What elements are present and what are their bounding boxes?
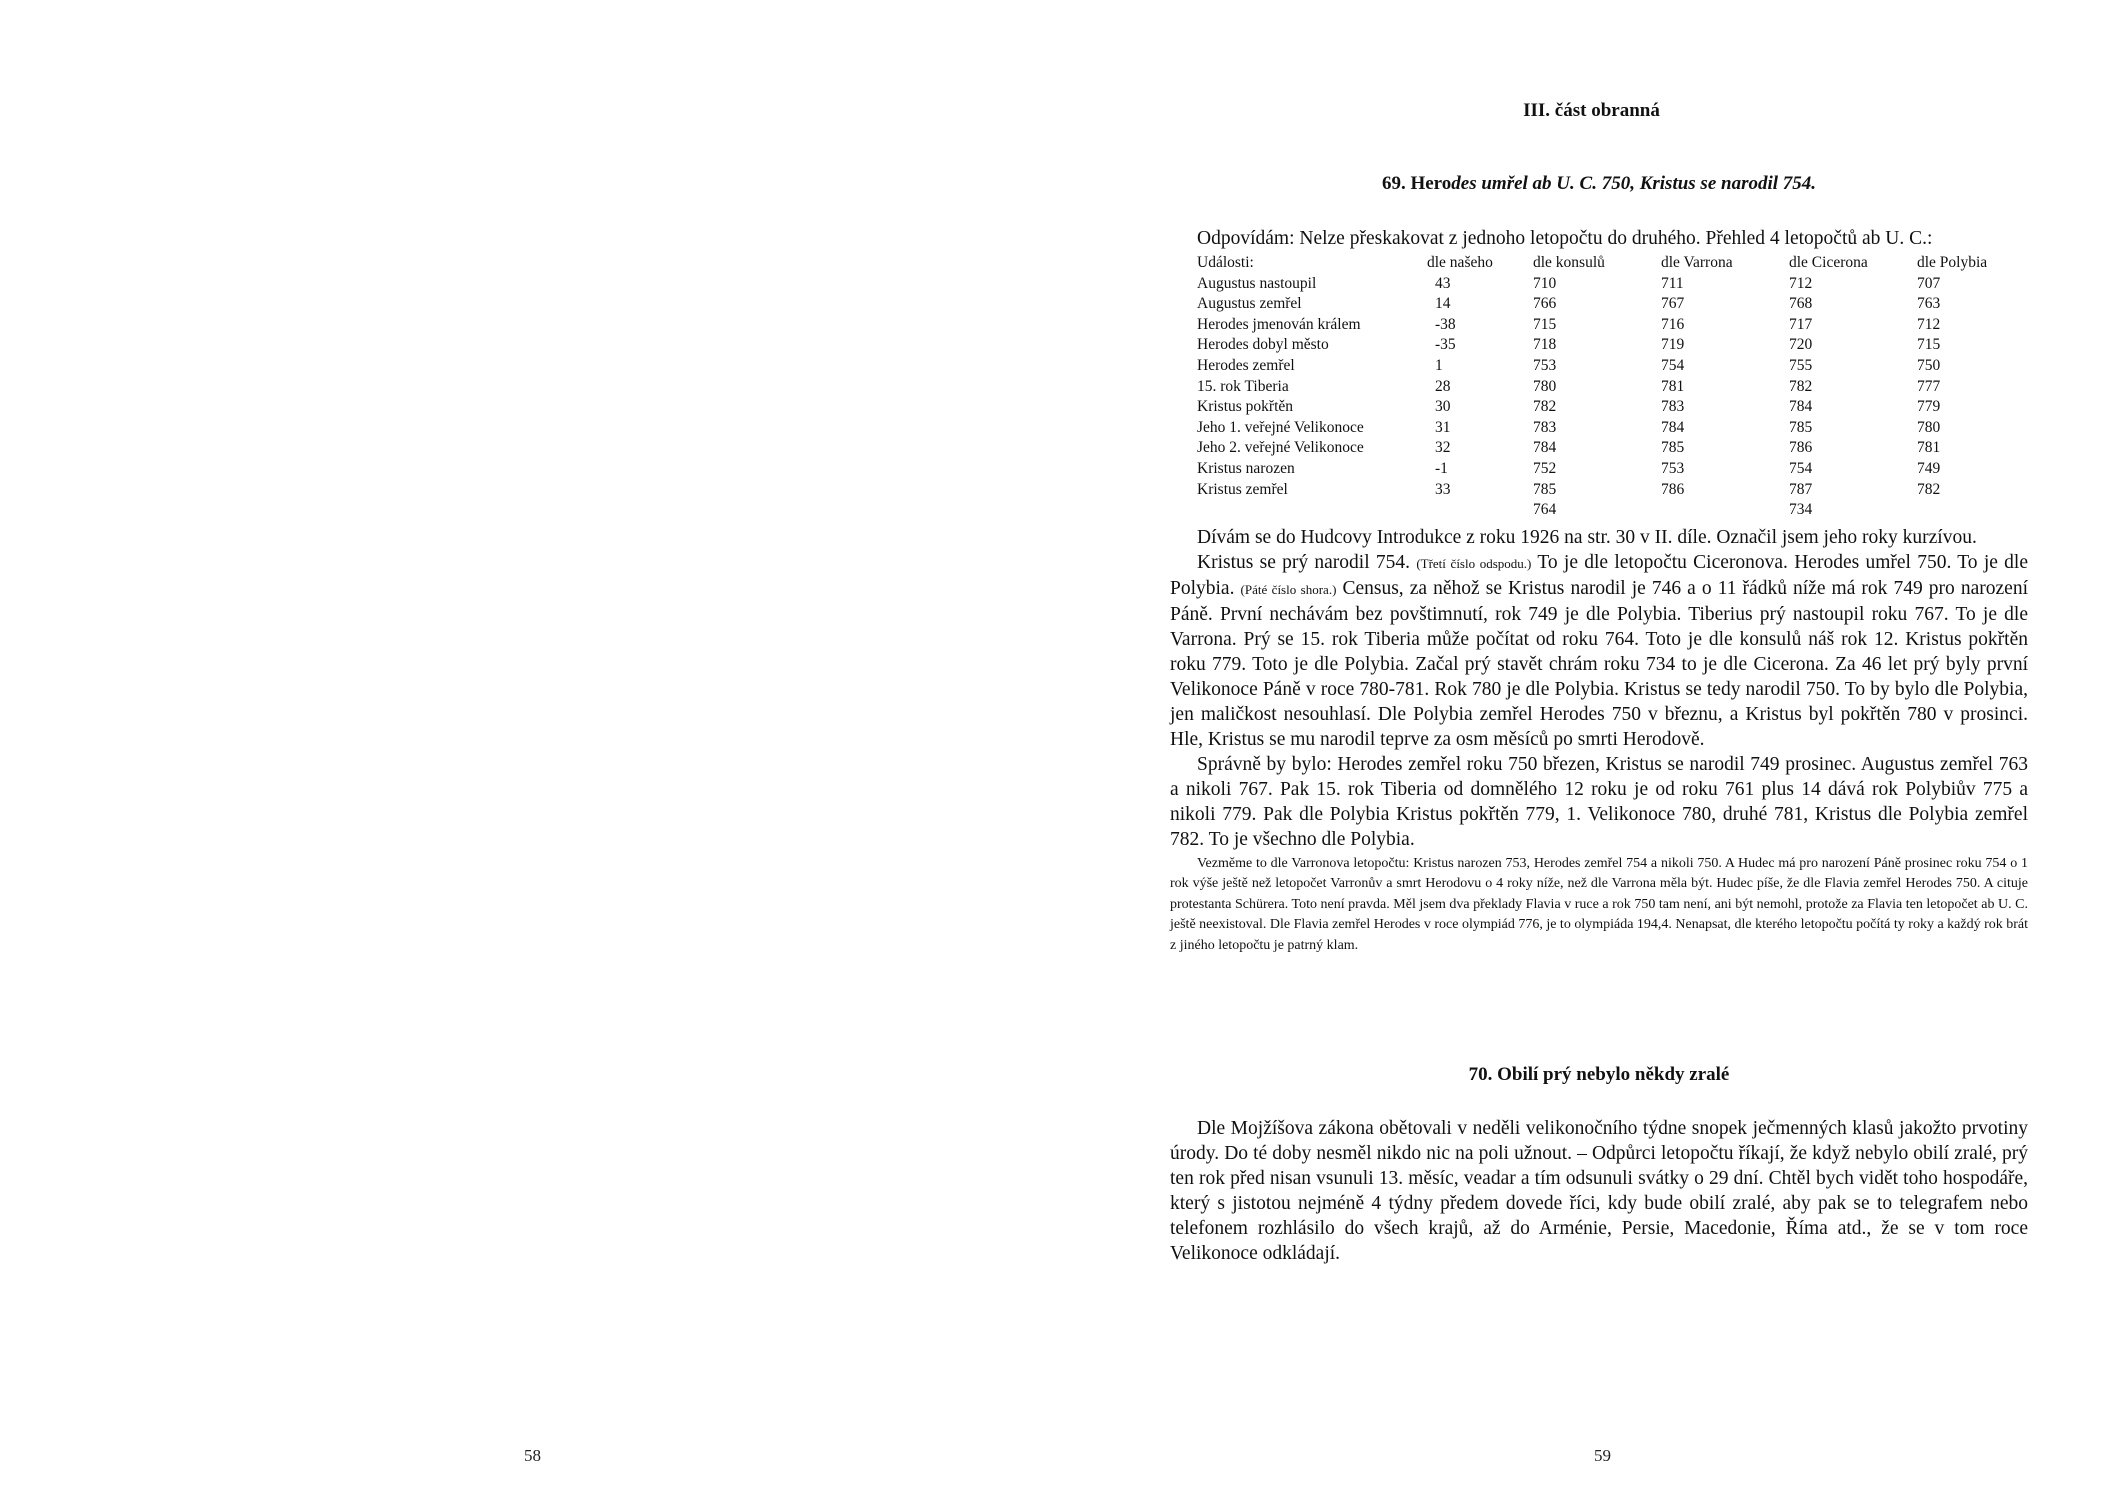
event-cell: 15. rok Tiberia (1197, 377, 1289, 395)
section-69-small-note: Vezměme to dle Varronova letopočtu: Kristus narozen 753, Herodes zemřel 754 a nikoli 750. A Hudec má pro narození Páně prosinec roku 754 o 1 rok výše ještě než letopočet Varronův a smrt Herodovu o 4 roky níže, než dle Varrona měla být. Hudec píše, že dle Flavia zemřel Herodes 750. A cituje protestanta Schürera. Toto není pravda. Měl jsem dva překlady Flavia v ruce a rok 750 tam není, ani být nemohl, protože za Flavia ten letopočet ab U. C. ještě neexistoval. Dle Flavia zemřel Herodes v roce olympiád 776, je to olympiáda 194,4. Nenapsat, dle kterého letopočtu počítá ty roky a každý rok brát z jiného letopočtu je patrný klam. (1170, 855, 2029, 953)
year-cell: 1 (1435, 356, 1443, 374)
inline-reference-note: (Páté číslo shora.) (1240, 581, 1337, 597)
year-cell: -38 (1435, 315, 1456, 333)
year-cell: 31 (1435, 418, 1451, 436)
section-70-body (1170, 1116, 2028, 1266)
section-69-body (1170, 226, 2028, 956)
year-cell: 28 (1435, 377, 1451, 395)
year-cell: 749 (1917, 459, 1941, 477)
year-cell: 785 (1661, 439, 1685, 457)
year-cell: 780 (1533, 377, 1557, 395)
year-cell: 785 (1533, 480, 1557, 498)
year-cell: 707 (1917, 274, 1941, 292)
table-row (1197, 315, 2017, 336)
year-cell: 784 (1789, 398, 1813, 416)
table-header-row (1197, 253, 2017, 274)
year-cell: 764 (1533, 501, 1557, 519)
year-cell: 782 (1533, 398, 1557, 416)
event-cell: Jeho 1. veřejné Velikonoce (1197, 418, 1364, 436)
table-row (1197, 438, 2017, 459)
year-cell: 712 (1917, 315, 1941, 333)
year-cell: 753 (1661, 459, 1685, 477)
year-cell: 783 (1661, 398, 1685, 416)
table-row (1197, 356, 2017, 377)
year-cell: 30 (1435, 398, 1451, 416)
year-cell (1427, 500, 1533, 521)
event-cell: Herodes zemřel (1197, 356, 1295, 374)
event-cell: Augustus nastoupil (1197, 274, 1317, 292)
table-row (1197, 397, 2017, 418)
table-row (1197, 418, 2017, 439)
year-cell: 718 (1533, 336, 1557, 354)
running-head: III. část obranná (1523, 100, 1660, 121)
year-cell: 786 (1661, 480, 1685, 498)
section-69-title (1170, 173, 2028, 195)
year-cell: 717 (1789, 315, 1813, 333)
table-header-cell: dle konsulů (1533, 254, 1605, 271)
event-cell: Herodes jmenován králem (1197, 315, 1361, 333)
year-cell: 719 (1661, 336, 1685, 354)
year-cell: 784 (1661, 418, 1685, 436)
year-cell: 768 (1789, 295, 1813, 313)
year-cell: 786 (1789, 439, 1813, 457)
year-cell: 716 (1661, 315, 1685, 333)
year-cell (1661, 500, 1789, 521)
table-row (1197, 274, 2017, 295)
year-cell: 752 (1533, 459, 1557, 477)
year-cell: 710 (1533, 274, 1557, 292)
event-cell: Augustus zemřel (1197, 295, 1302, 313)
year-cell: 779 (1917, 398, 1941, 416)
year-cell: 715 (1533, 315, 1557, 333)
year-cell: 777 (1917, 377, 1941, 395)
section-70-title: 70. Obilí prý nebylo někdy zralé (1468, 1064, 1730, 1085)
year-cell: -35 (1435, 336, 1456, 354)
year-cell: -1 (1435, 459, 1448, 477)
event-cell: Kristus pokřtěn (1197, 398, 1294, 416)
table-row (1197, 294, 2017, 315)
year-cell: 755 (1789, 356, 1813, 374)
paragraph-2-part-b: To je dle letopočtu Ciceronova. Herodes umřel 750. To je dle Polybia. (1170, 551, 2028, 599)
year-cell: 33 (1435, 480, 1451, 498)
event-cell: Kristus zemřel (1197, 480, 1288, 498)
year-cell: 763 (1917, 295, 1941, 313)
right-page (1061, 0, 2122, 1500)
year-cell: 753 (1533, 356, 1557, 374)
year-cell: 766 (1533, 295, 1557, 313)
table-row (1197, 459, 2017, 480)
year-cell: 780 (1917, 418, 1941, 436)
page-number-right: 59 (1594, 1446, 1611, 1465)
event-cell (1197, 500, 1427, 521)
event-cell: Herodes dobyl město (1197, 336, 1329, 354)
event-cell: Kristus narozen (1197, 459, 1295, 477)
table-header-cell: dle našeho (1427, 254, 1493, 271)
year-cell: 783 (1533, 418, 1557, 436)
year-cell: 43 (1435, 274, 1451, 292)
year-cell: 711 (1661, 274, 1684, 292)
year-cell: 32 (1435, 439, 1451, 457)
year-cell: 720 (1789, 336, 1813, 354)
year-cell: 712 (1789, 274, 1813, 292)
year-cell: 767 (1661, 295, 1685, 313)
chronology-table-body (1197, 274, 2017, 521)
year-cell: 784 (1533, 439, 1557, 457)
page-number-left: 58 (524, 1446, 541, 1465)
year-cell: 781 (1917, 439, 1941, 457)
event-cell: Jeho 2. veřejné Velikonoce (1197, 439, 1364, 457)
year-cell: 734 (1789, 501, 1813, 519)
section-69-title-rest: des umřel ab U. C. 750, Kristus se narodil 754. (1451, 173, 1817, 194)
table-row (1197, 377, 2017, 398)
table-header-cell: dle Polybia (1917, 254, 1988, 271)
table-row (1197, 480, 2017, 501)
year-cell: 782 (1789, 377, 1813, 395)
chronology-table (1197, 253, 2017, 521)
year-cell: 754 (1789, 459, 1813, 477)
table-header-cell: dle Varrona (1661, 254, 1733, 271)
paragraph-2-part-a: Kristus se prý narodil 754. (1197, 551, 1411, 573)
year-cell (1917, 500, 2017, 521)
year-cell: 754 (1661, 356, 1685, 374)
table-row (1197, 335, 2017, 356)
year-cell: 785 (1789, 418, 1813, 436)
year-cell: 782 (1917, 480, 1941, 498)
section-69-paragraph-1: Dívám se do Hudcovy Introdukce z roku 1926 na str. 30 v II. díle. Označil jsem jeho roky kurzívou. (1197, 526, 1977, 548)
year-cell: 750 (1917, 356, 1941, 374)
table-row (1197, 500, 2017, 521)
inline-reference-note: (Třetí číslo odspodu.) (1416, 555, 1532, 571)
table-header-cell: Události: (1197, 254, 1254, 271)
year-cell: 781 (1661, 377, 1685, 395)
section-70-paragraph-1: Dle Mojžíšova zákona obětovali v neděli velikonočního týdne snopek ječmenných klasů jakožto prvotiny úrody. Do té doby nesměl nikdo nic na poli užnout. – Odpůrci letopočtu říkají, že když nebylo obilí zralé, prý ten rok před nisan vsunuli 13. měsíc, veadar a tím odsunuli svátky o 29 dní. Chtěl bych vidět toho hospodáře, který s jistotou nejméně 4 týdny předem dovede říci, kdy bude obilí zralé, aby pak se to telegrafem nebo telefonem rozhlásilo do všech krajů, až do Arménie, Persie, Macedonie, Říma atd., že se v tom roce Velikonoce odkládají. (1170, 1118, 2028, 1264)
paragraph-2-part-c: Census, za něhož se Kristus narodil je 746 a o 11 řádků níže má rok 749 pro narození Páně. První nechávám bez povštimnutí, rok 749 je dle Polybia. Tiberius prý nastoupil roku 767. To je dle Varrona. Prý se 15. rok Tiberia může počítat od roku 764. Toto je dle konsulů náš rok 12. Kristus pokřtěn roku 779. Toto je dle Polybia. Začal prý stavět chrám roku 734 to je dle Cicerona. Za 46 let prý byly první Velikonoce Páně v roce 780-781. Rok 780 je dle Polybia. Kristus se tedy narodil 750. To by bylo dle Polybia, jen maličkost nesouhlasí. Dle Polybia zemřel Herodes 750 v březnu, a Kristus byl pokřtěn 780 v prosinci. Hle, Kristus se mu narodil teprve za osm měsíců po smrti Herodově. (1170, 577, 2028, 750)
section-69-paragraph-2 (1170, 550, 2028, 752)
section-69-title-number: 69. Hero (1381, 173, 1452, 194)
section-69-intro: Odpovídám: Nelze přeskakovat z jednoho letopočtu do druhého. Přehled 4 letopočtů ab U. C.: (1197, 228, 1933, 249)
year-cell: 787 (1789, 480, 1813, 498)
table-header-cell: dle Cicerona (1789, 254, 1868, 271)
year-cell: 14 (1435, 295, 1451, 313)
year-cell: 715 (1917, 336, 1941, 354)
section-69-paragraph-3: Správně by bylo: Herodes zemřel roku 750 březen, Kristus se narodil 749 prosinec. Augustus zemřel 763 a nikoli 767. Pak 15. rok Tiberia od domnělého 12 roku je od roku 761 plus 14 dává rok Polybiův 775 a nikoli 779. Pak dle Polybia Kristus pokřtěn 779, 1. Velikonoce 780, druhé 781, Kristus dle Polybia zemřel 782. To je všechno dle Polybia. (1170, 753, 2028, 850)
